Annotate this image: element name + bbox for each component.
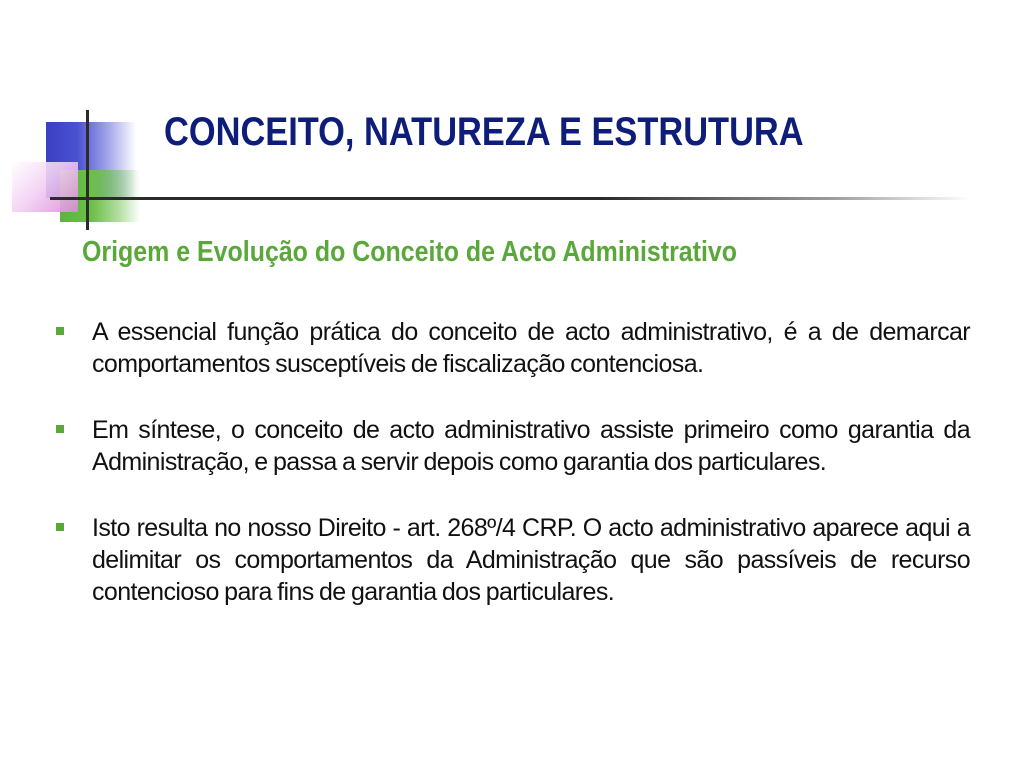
bullet-item bbox=[52, 414, 972, 478]
square-bullet-icon bbox=[56, 523, 64, 531]
bullet-text: Em síntese, o conceito de acto administrativo assiste primeiro como garantia da Administração, e passa a servir depois como garantia dos particulares. bbox=[92, 416, 970, 476]
bullet-item bbox=[52, 512, 972, 608]
bullet-item bbox=[52, 316, 972, 380]
bullet-text: A essencial função prática do conceito de acto administrativo, é a de demarcar comportamentos susceptíveis de fiscalização contenciosa. bbox=[92, 318, 970, 378]
slide-subtitle: Origem e Evolução do Conceito de Acto Administrativo bbox=[82, 236, 738, 268]
bullet-text: Isto resulta no nosso Direito - art. 268º/4 CRP. O acto administrativo aparece aqui a delimitar os comportamentos da Administração que são passíveis de recurso contencioso para fins de garantia dos particulares. bbox=[92, 514, 970, 606]
square-bullet-icon bbox=[56, 425, 64, 433]
slide-title: CONCEITO, NATUREZA E ESTRUTURA bbox=[164, 110, 804, 154]
title-underline-rule bbox=[50, 197, 970, 200]
pink-square-decoration bbox=[12, 162, 78, 212]
bullet-list bbox=[52, 316, 972, 642]
vertical-rule bbox=[86, 110, 89, 230]
square-bullet-icon bbox=[56, 327, 64, 335]
